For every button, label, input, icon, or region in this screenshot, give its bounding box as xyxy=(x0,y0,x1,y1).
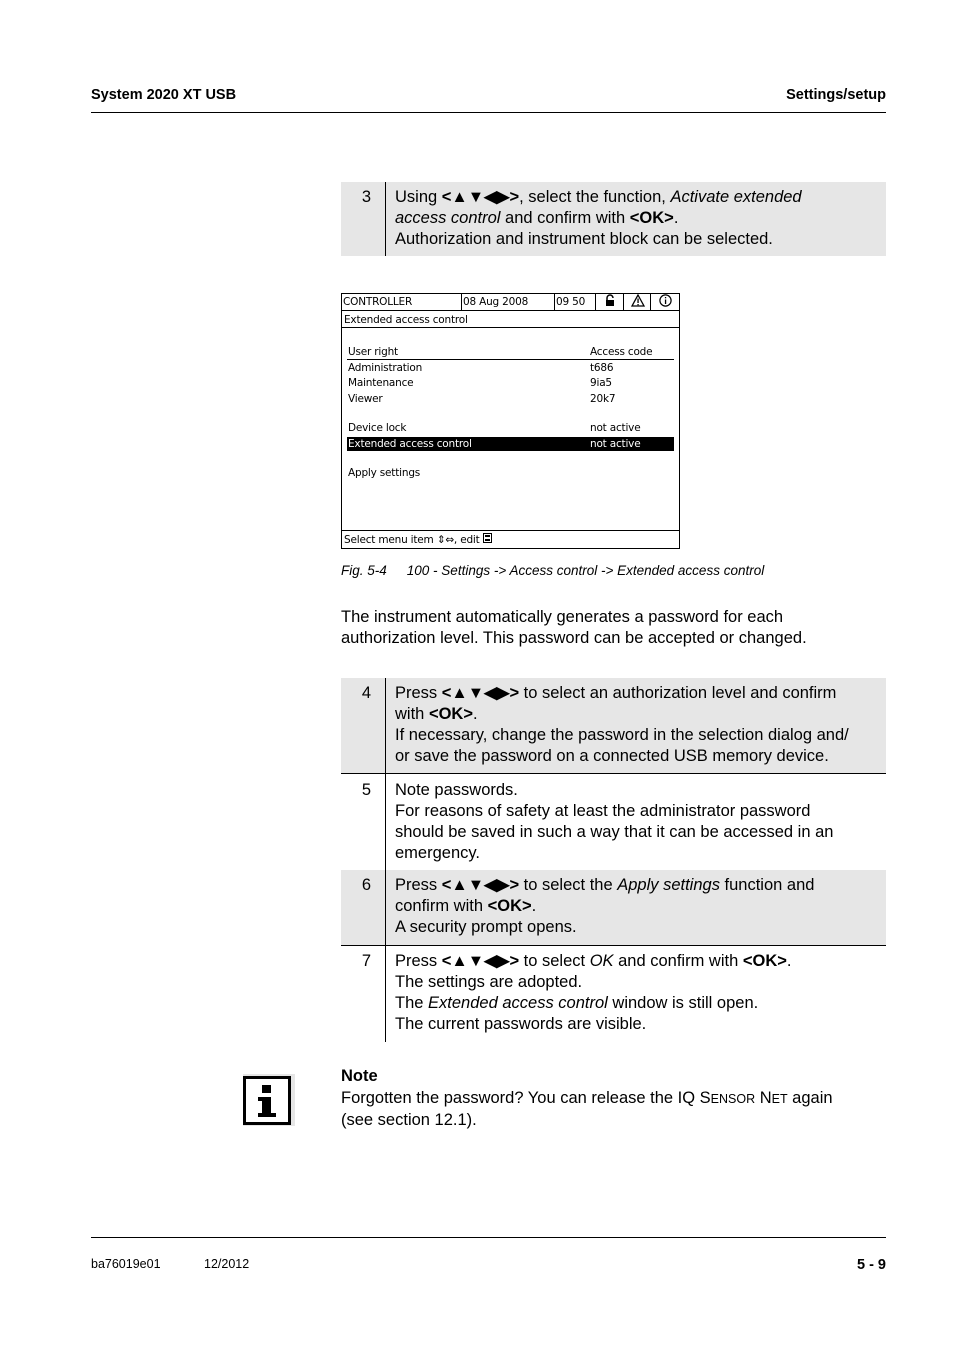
header-rule xyxy=(91,112,886,113)
text: ENSOR xyxy=(710,1092,756,1106)
text: Press xyxy=(395,952,442,970)
function-name: Apply settings xyxy=(617,876,720,894)
status-mode: CONTROLLER xyxy=(342,294,462,310)
status-date: 08 Aug 2008 xyxy=(462,294,555,310)
step-text xyxy=(386,946,886,1042)
text: window is still open. xyxy=(607,994,759,1012)
text: The current passwords are visible. xyxy=(395,1015,647,1033)
device-lock-status: not active xyxy=(590,422,641,434)
info-note-icon xyxy=(243,1074,295,1126)
screen-divider xyxy=(342,327,679,328)
text: For reasons of safety at least the administrator password xyxy=(395,802,811,820)
status-time: 09 50 xyxy=(555,294,596,310)
text: The instrument automatically generates a password for each xyxy=(341,608,784,626)
step-5 xyxy=(341,774,886,870)
page-number: 5 - 9 xyxy=(856,1257,886,1273)
col-header-access-code: Access code xyxy=(590,346,653,358)
extended-access-status: not active xyxy=(590,438,641,450)
figure-text: 100 - Settings -> Access control -> Extended access control xyxy=(406,563,765,578)
footer-doc-number: ba76019e01 xyxy=(91,1257,161,1271)
text: to select xyxy=(519,952,590,970)
text: with xyxy=(395,705,429,723)
text: again xyxy=(787,1089,833,1107)
text: N xyxy=(755,1089,772,1107)
step-3 xyxy=(341,182,886,256)
step-text xyxy=(386,774,886,870)
text: to select the xyxy=(519,876,618,894)
step-4 xyxy=(341,678,886,774)
text: confirm with xyxy=(395,897,488,915)
access-code-administration: t686 xyxy=(590,362,614,374)
menu-item-viewer[interactable]: Viewer xyxy=(348,393,383,405)
text: should be saved in such a way that it can be accessed in an xyxy=(395,823,834,841)
text: The settings are adopted. xyxy=(395,973,583,991)
text: , select the function, xyxy=(519,188,671,206)
text: Using xyxy=(395,188,442,206)
menu-item-apply-settings[interactable]: Apply settings xyxy=(348,467,421,479)
ok-key: <OK> xyxy=(428,705,473,723)
step-number: 3 xyxy=(341,182,386,256)
step-6 xyxy=(341,870,886,946)
text: . xyxy=(786,952,792,970)
note-title: Note xyxy=(341,1067,378,1085)
function-name: access control xyxy=(395,209,501,227)
col-header-rule xyxy=(347,359,674,360)
text: or save the password on a connected USB memory device. xyxy=(395,747,829,765)
text: emergency. xyxy=(395,844,480,862)
function-name: OK xyxy=(589,952,614,970)
status-bar xyxy=(342,294,679,310)
text: A security prompt opens. xyxy=(395,918,577,936)
step-text xyxy=(386,870,886,945)
footer-date: 12/2012 xyxy=(204,1257,250,1271)
step-7 xyxy=(341,946,886,1042)
text: ET xyxy=(771,1092,788,1106)
key-combo: <▲▼◀▶> xyxy=(441,684,520,702)
text: and confirm with xyxy=(500,209,630,227)
menu-item-label: Extended access control xyxy=(348,438,472,450)
running-header-title: System 2020 XT USB xyxy=(91,87,237,103)
running-header-section: Settings/setup xyxy=(786,87,886,103)
text: Press xyxy=(395,684,442,702)
text: . xyxy=(531,897,537,915)
screen-footer-hint xyxy=(344,533,492,547)
text: Forgotten the password? You can release the IQ S xyxy=(341,1089,711,1107)
device-screen xyxy=(341,293,680,549)
ok-key: <OK> xyxy=(742,952,787,970)
body-paragraph xyxy=(341,607,807,649)
col-header-user-right: User right xyxy=(348,346,398,358)
step-number: 6 xyxy=(341,870,386,945)
note-text xyxy=(341,1088,833,1131)
text: authorization level. This password can be accepted or changed. xyxy=(341,629,807,647)
text: . xyxy=(673,209,679,227)
footer-rule xyxy=(91,1237,886,1238)
menu-item-device-lock[interactable]: Device lock xyxy=(348,422,407,434)
text: to select an authorization level and confirm xyxy=(519,684,837,702)
text: . xyxy=(472,705,478,723)
ok-key: <OK> xyxy=(629,209,674,227)
function-name: Activate extended xyxy=(670,188,802,206)
warning-icon xyxy=(624,294,651,310)
text: and confirm with xyxy=(613,952,743,970)
hint-text: Select menu item ⇕⇔, edit xyxy=(344,534,480,546)
screen-divider xyxy=(342,530,679,531)
screen-title: Extended access control xyxy=(344,314,468,326)
ok-key-icon xyxy=(483,534,492,546)
text: Note passwords. xyxy=(395,781,518,799)
menu-item-maintenance[interactable]: Maintenance xyxy=(348,377,414,389)
lock-icon xyxy=(596,294,624,310)
text: (see section 12.1). xyxy=(341,1111,477,1129)
step-text xyxy=(386,678,886,773)
window-name: Extended access control xyxy=(428,994,608,1012)
info-icon xyxy=(651,294,679,310)
step-number: 4 xyxy=(341,678,386,773)
text: function and xyxy=(719,876,815,894)
step-number: 7 xyxy=(341,946,386,1042)
text: The xyxy=(395,994,429,1012)
ok-key: <OK> xyxy=(487,897,532,915)
text: If necessary, change the password in the selection dialog and/ xyxy=(395,726,849,744)
key-combo: <▲▼◀▶> xyxy=(441,876,520,894)
figure-caption xyxy=(341,563,764,578)
key-combo: <▲▼◀▶> xyxy=(441,188,520,206)
key-combo: <▲▼◀▶> xyxy=(441,952,520,970)
menu-item-administration[interactable]: Administration xyxy=(348,362,423,374)
access-code-viewer: 20k7 xyxy=(590,393,616,405)
step-text xyxy=(386,182,886,256)
screen-divider xyxy=(342,310,679,311)
text: Authorization and instrument block can be selected. xyxy=(395,230,773,248)
step-number: 5 xyxy=(341,774,386,870)
figure-number: Fig. 5-4 xyxy=(341,563,387,578)
access-code-maintenance: 9ia5 xyxy=(590,377,612,389)
menu-item-extended-access-control[interactable] xyxy=(347,437,674,451)
text: Press xyxy=(395,876,442,894)
